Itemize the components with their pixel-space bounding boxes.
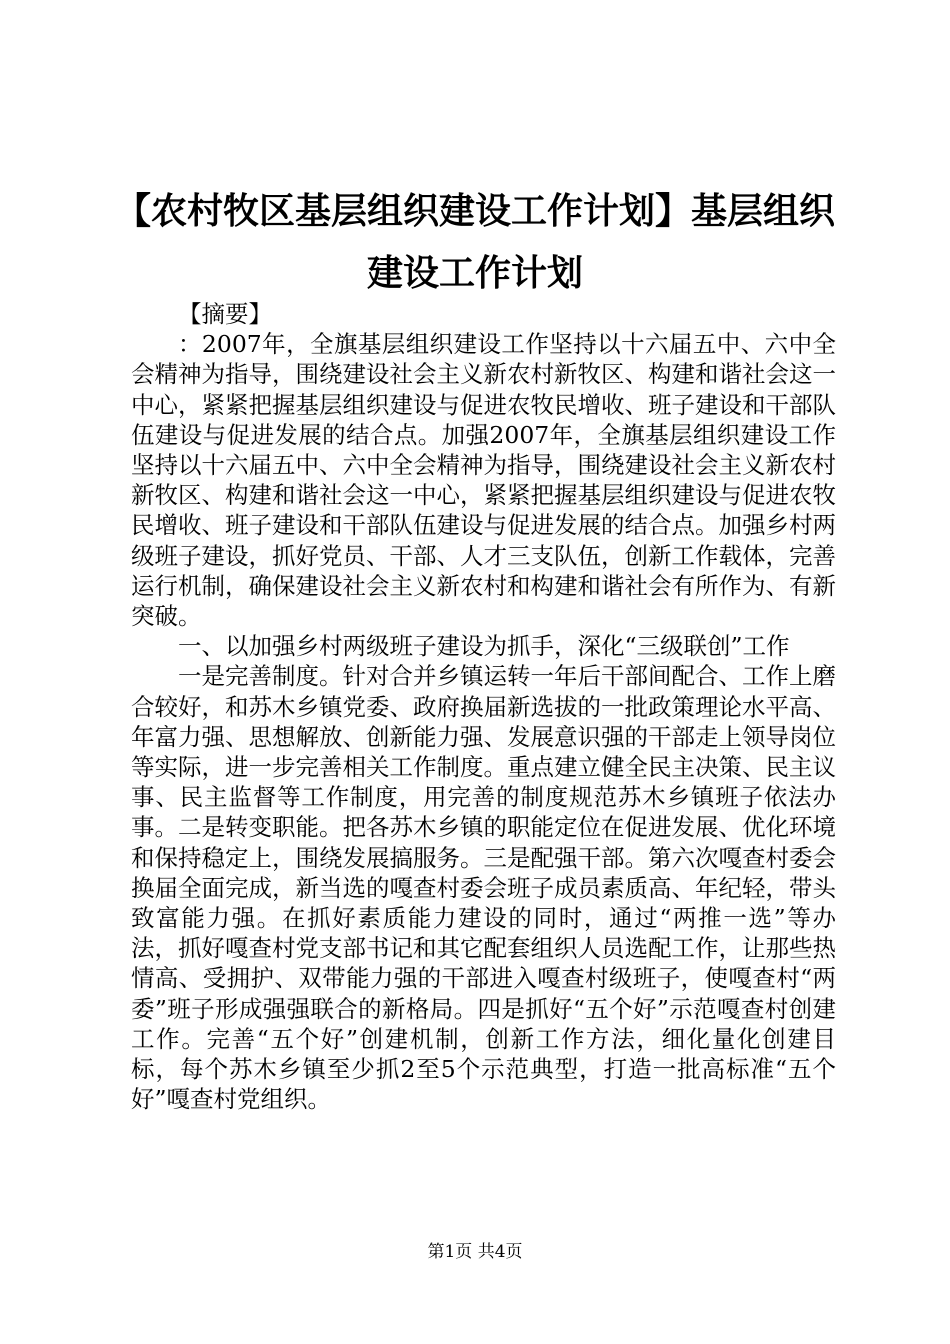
section-heading: 一、以加强乡村两级班子建设为抓手，深化“三级联创”工作 (178, 632, 790, 661)
body-paragraph: ：2007年，全旗基层组织建设工作坚持以十六届五中、六中全会精神为指导，围绕建设社会主义新农村新牧区、构建和谐社会这一中心，紧紧把握基层组织建设与促进农牧民增收、班子建设和干部队伍建设与促进发展的结合点。加强2007年，全旗基层组织建设工作坚持以十六届五中、六中全会精神为指导，围绕建设社会主义新农村新牧区、构建和谐社会这一中心，紧紧把握基层组织建设与促进农牧民增收、班子建设和干部队伍建设与促进发展的结合点。加强乡村两级班子建设，抓好党员、干部、人才三支队伍，创新工作载体，完善运行机制，确保建设社会主义新农村和构建和谐社会有所作为、有新突破。 (131, 330, 836, 631)
abstract-heading: 【摘要】 (178, 300, 272, 328)
page-number: 第1页 共4页 (427, 1242, 523, 1262)
document-title: 【农村牧区基层组织建设工作计划】基层组织建设工作计划 (114, 190, 835, 294)
document-body (131, 299, 836, 1114)
body-paragraph: 一是完善制度。针对合并乡镇运转一年后干部间配合、工作上磨合较好，和苏木乡镇党委、政府换届新选拔的一批政策理论水平高、年富力强、思想解放、创新能力强、发展意识强的干部走上领导岗位等实际，进一步完善相关工作制度。重点建立健全民主决策、民主议事、民主监督等工作制度，用完善的制度规范苏木乡镇班子依法办事。二是转变职能。把各苏木乡镇的职能定位在促进发展、优化环境和保持稳定上，围绕发展搞服务。三是配强干部。第六次嘎查村委会换届全面完成，新当选的嘎查村委会班子成员素质高、年纪轻，带头致富能力强。在抓好素质能力建设的同时，通过“两推一选”等办法，抓好嘎查村党支部书记和其它配套组织人员选配工作，让那些热情高、受拥护、双带能力强的干部进入嘎查村级班子，使嘎查村“两委”班子形成强强联合的新格局。四是抓好“五个好”示范嘎查村创建工作。完善“五个好”创建机制，创新工作方法，细化量化创建目标，每个苏木乡镇至少抓2至5个示范典型，打造一批高标准“五个好”嘎查村党组织。 (131, 662, 836, 1114)
